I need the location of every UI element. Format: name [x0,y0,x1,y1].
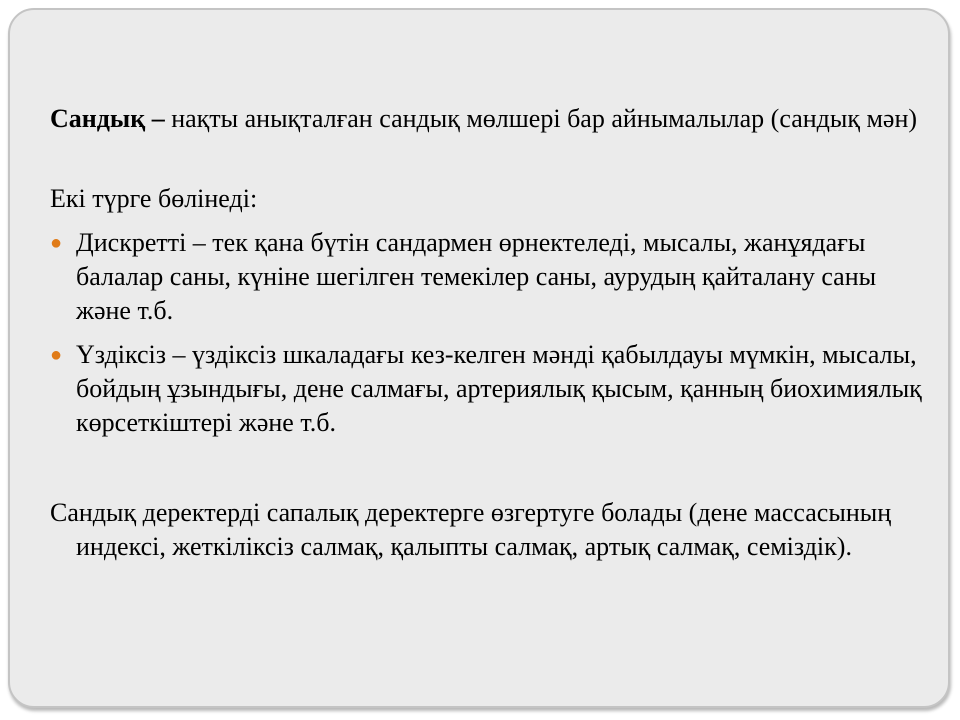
list-item-text: Үздіксіз – үздіксіз шкаладағы кез-келген мәнді қабылдауы мүмкін, мысалы, бойдың ұзындығы, дене салмағы, артериялық қысым, қанның биохимиялық көрсеткіштері және т.б. [76,340,922,437]
definition-term: Сандық [50,104,146,133]
list-item [50,226,930,328]
slide-content [50,102,930,564]
list-item [50,338,930,440]
definition-text: нақты анықталған сандық мөлшері бар айнымалылар (сандық мән) [171,104,918,133]
bullet-dot-icon: ● [50,232,63,254]
types-list [50,226,930,440]
conclusion-paragraph: Сандық деректерді сапалық деректерге өзгертуге болады (дене массасының индексі, жеткіліксіз салмақ, қалыпты салмақ, артық салмақ, семіздік). [50,498,892,561]
definition-paragraph [50,102,930,136]
bullet-dot-icon: ● [50,344,63,366]
types-intro: Екі түрге бөлінеді: [50,184,258,213]
definition-separator: – [145,104,172,133]
list-item-text: Дискретті – тек қана бүтін сандармен өрнектеледі, мысалы, жанұядағы балалар саны, күніне шегілген темекілер саны, аурудың қайталану саны және т.б. [76,228,877,325]
